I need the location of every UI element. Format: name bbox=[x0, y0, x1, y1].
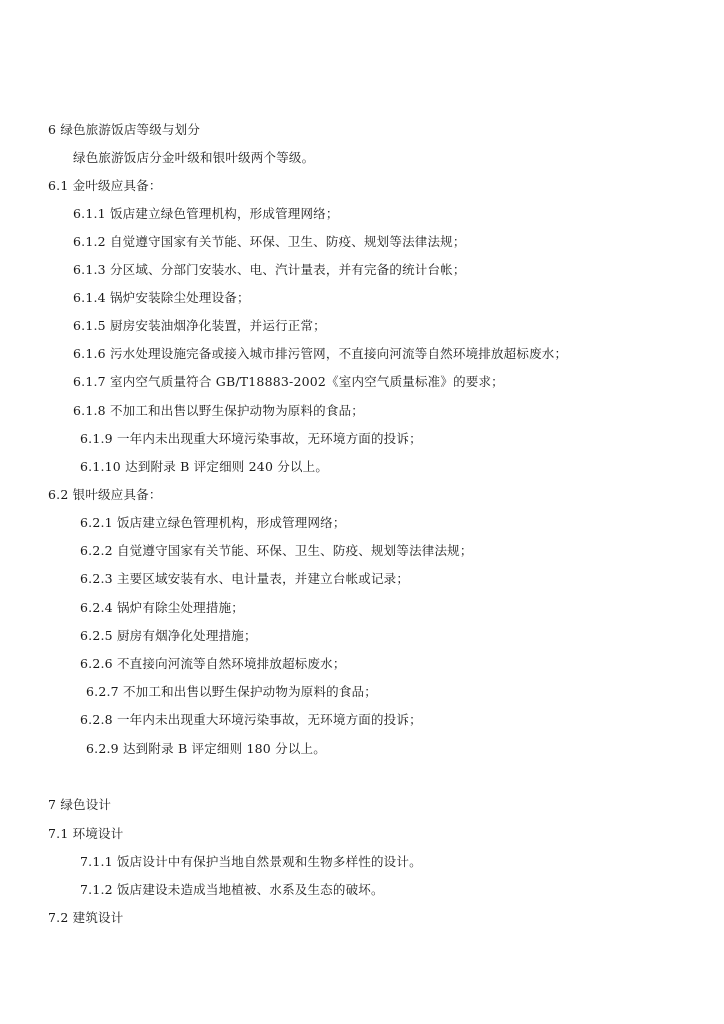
list-item-6-1-7: 6.1.7 室内空气质量符合 GB/T18883-2002《室内空气质量标准》的要求； bbox=[73, 374, 504, 389]
list-item-6-1-8: 6.1.8 不加工和出售以野生保护动物为原料的食品； bbox=[73, 403, 364, 418]
list-item-6-1-3: 6.1.3 分区域、分部门安装水、电、汽计量表，并有完备的统计台帐； bbox=[73, 262, 466, 277]
list-item-7-1-2: 7.1.2 饭店建设未造成当地植被、水系及生态的破坏。 bbox=[80, 882, 384, 897]
list-item-7-1-1: 7.1.1 饭店设计中有保护当地自然景观和生物多样性的设计。 bbox=[80, 854, 422, 869]
list-item-6-1-2: 6.1.2 自觉遵守国家有关节能、环保、卫生、防疫、规划等法律法规； bbox=[73, 234, 466, 249]
section-7-2-heading: 7.2 建筑设计 bbox=[48, 910, 124, 925]
list-item-6-2-2: 6.2.2 自觉遵守国家有关节能、环保、卫生、防疫、规划等法律法规； bbox=[80, 543, 473, 558]
list-item-6-2-3: 6.2.3 主要区域安装有水、电计量表，并建立台帐或记录； bbox=[80, 571, 410, 586]
list-item-6-1-10: 6.1.10 达到附录 B 评定细则 240 分以上。 bbox=[80, 459, 329, 474]
section-6-1-heading: 6.1 金叶级应具备： bbox=[48, 178, 162, 193]
list-item-6-1-4: 6.1.4 锅炉安装除尘处理设备； bbox=[73, 290, 250, 305]
list-item-6-2-8: 6.2.8 一年内未出现重大环境污染事故，无环境方面的投诉； bbox=[80, 712, 422, 727]
list-item-6-2-6: 6.2.6 不直接向河流等自然环境排放超标废水； bbox=[80, 656, 346, 671]
section-7-1-heading: 7.1 环境设计 bbox=[48, 826, 124, 841]
list-item-6-2-9: 6.2.9 达到附录 B 评定细则 180 分以上。 bbox=[86, 741, 326, 756]
list-item-6-2-1: 6.2.1 饭店建立绿色管理机构，形成管理网络； bbox=[80, 515, 346, 530]
section-6-intro: 绿色旅游饭店分金叶级和银叶级两个等级。 bbox=[73, 150, 315, 165]
section-6-2-heading: 6.2 银叶级应具备： bbox=[48, 487, 162, 502]
list-item-6-1-6: 6.1.6 污水处理设施完备或接入城市排污管网，不直接向河流等自然环境排放超标废水； bbox=[73, 346, 568, 361]
section-7-heading: 7 绿色设计 bbox=[48, 797, 112, 812]
section-6-heading: 6 绿色旅游饭店等级与划分 bbox=[48, 122, 201, 137]
list-item-6-2-7: 6.2.7 不加工和出售以野生保护动物为原料的食品； bbox=[86, 684, 377, 699]
list-item-6-1-1: 6.1.1 饭店建立绿色管理机构，形成管理网络； bbox=[73, 206, 339, 221]
list-item-6-1-9: 6.1.9 一年内未出现重大环境污染事故，无环境方面的投诉； bbox=[80, 431, 422, 446]
list-item-6-2-4: 6.2.4 锅炉有除尘处理措施； bbox=[80, 600, 244, 615]
list-item-6-2-5: 6.2.5 厨房有烟净化处理措施； bbox=[80, 628, 257, 643]
list-item-6-1-5: 6.1.5 厨房安装油烟净化装置，并运行正常； bbox=[73, 318, 326, 333]
